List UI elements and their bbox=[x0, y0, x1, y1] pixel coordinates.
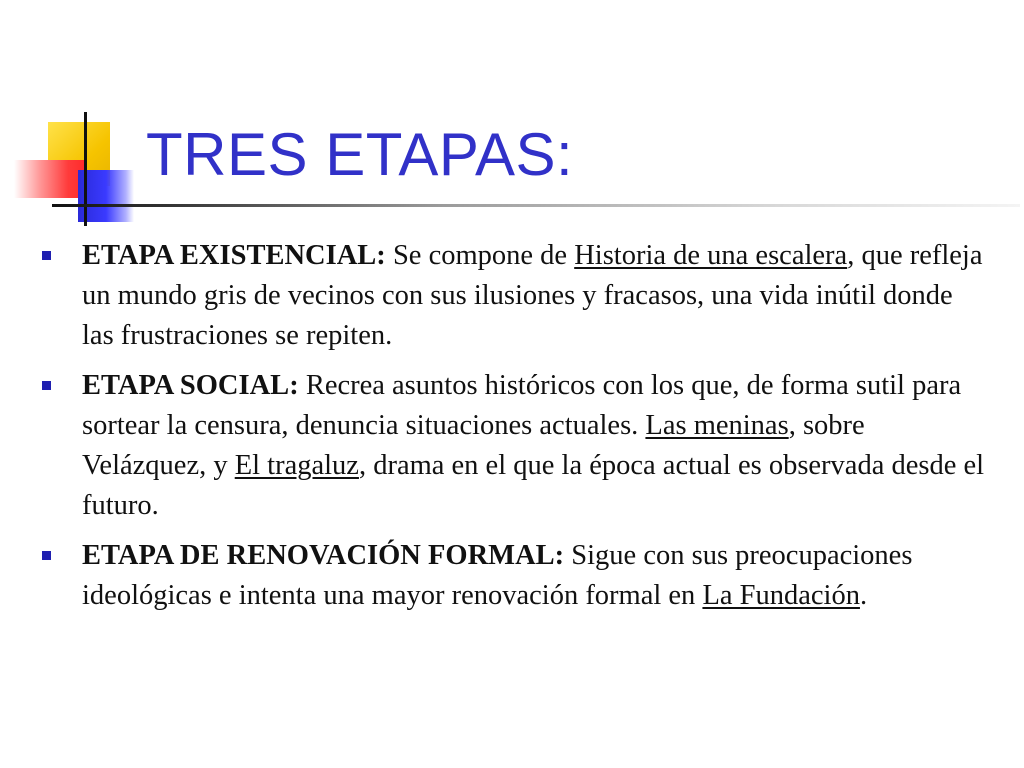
title-underline-rule bbox=[52, 204, 1020, 207]
vertical-rule-decoration bbox=[84, 112, 87, 226]
red-square-decoration bbox=[14, 160, 86, 198]
bullet-list bbox=[40, 236, 990, 626]
bullet-text: . bbox=[859, 580, 868, 611]
square-bullet-icon bbox=[42, 251, 51, 260]
stage-term: ETAPA DE RENOVACIÓN FORMAL: bbox=[82, 540, 565, 571]
bullet-item-social bbox=[40, 366, 990, 526]
bullet-text: Recrea asuntos históricos con los que, de forma sutil para sortear la censura, denuncia situaciones actuales. bbox=[82, 370, 962, 441]
stage-term: ETAPA SOCIAL: bbox=[82, 370, 299, 401]
work-title: Las meninas bbox=[645, 410, 789, 441]
bullet-text: Se compone de bbox=[385, 240, 575, 271]
bullet-item-renovacion bbox=[40, 536, 990, 616]
bullet-text: , sobre Velázquez, y bbox=[82, 410, 865, 481]
slide-title: TRES ETAPAS: bbox=[146, 121, 574, 188]
work-title: El tragaluz bbox=[234, 450, 359, 481]
work-title: La Fundación bbox=[702, 580, 860, 611]
bullet-text: , drama en el que la época actual es observada desde el futuro. bbox=[82, 450, 985, 521]
bullet-text: Sigue con sus preocupaciones ideológicas e intenta una mayor renovación formal en bbox=[82, 540, 913, 611]
square-bullet-icon bbox=[42, 381, 51, 390]
bullet-item-existencial bbox=[40, 236, 990, 356]
square-bullet-icon bbox=[42, 551, 51, 560]
bullet-text: , que refleja un mundo gris de vecinos con sus ilusiones y fracasos, una vida inútil donde las frustraciones se repiten. bbox=[82, 240, 983, 351]
work-title: Historia de una escalera bbox=[574, 240, 848, 271]
stage-term: ETAPA EXISTENCIAL: bbox=[82, 240, 386, 271]
